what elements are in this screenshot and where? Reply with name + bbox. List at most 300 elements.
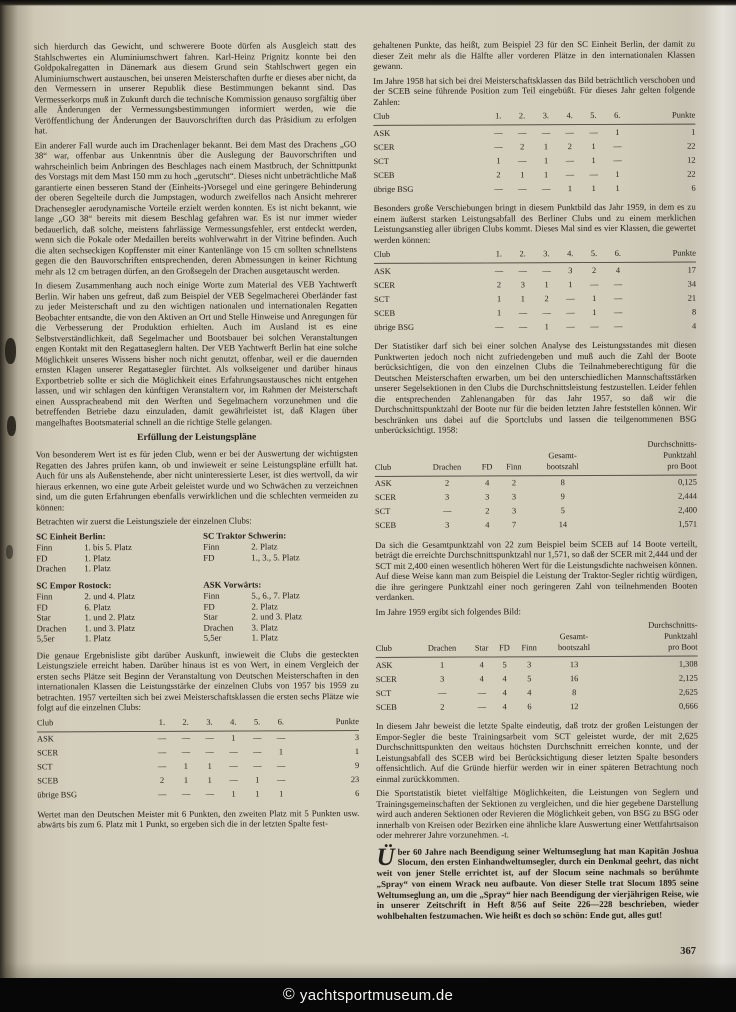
table-cell: SCT: [375, 506, 391, 516]
table-cell: 14: [558, 520, 568, 530]
table-cell: 1: [496, 293, 502, 303]
table-cell: 1: [207, 775, 212, 785]
table-cell: 1: [591, 155, 596, 165]
average-points-paragraphs: [375, 538, 697, 617]
table-cell: 21: [687, 293, 697, 303]
table-cell: —: [252, 747, 262, 757]
table-cell: 3: [445, 520, 450, 530]
table-cell: übrige BSG: [37, 790, 78, 800]
goal-value: 1. und 2. Platz: [84, 612, 136, 623]
table-cell: —: [494, 127, 503, 137]
table-cell: —: [565, 155, 575, 165]
column-header: 2.: [174, 716, 198, 731]
table-cell: —: [542, 307, 551, 317]
boats-table-1958: [375, 438, 697, 532]
goal-value: 2. und 3. Platz: [251, 611, 303, 622]
table-cell: 22: [687, 141, 696, 151]
column-header: Finn: [498, 439, 530, 476]
left-closing-paragraph: [37, 808, 359, 830]
club-goal-row: [37, 622, 192, 633]
table-cell: 0,666: [679, 701, 698, 711]
column-header: Punkte: [630, 248, 696, 263]
table-cell: 6: [691, 183, 696, 193]
table-cell: —: [565, 127, 574, 137]
table-cell: 6: [527, 701, 532, 711]
table-row: [376, 656, 698, 672]
goal-value: 2. Platz: [251, 600, 278, 612]
club-goals-title: SC Einheit Berlin:: [36, 530, 106, 541]
table-cell: 1: [520, 293, 525, 303]
table-cell: 1: [543, 155, 549, 165]
club-goal-row: [203, 590, 358, 601]
goal-value: 1. und 3. Platz: [84, 622, 136, 633]
table-cell: —: [541, 183, 551, 193]
table-row: [373, 124, 695, 140]
table-cell: SCT: [375, 688, 392, 698]
table-header-row: [374, 248, 696, 264]
table-cell: —: [518, 265, 527, 275]
table-cell: 1: [520, 169, 525, 179]
dropcap-initial: Ü: [376, 843, 395, 871]
table-cell: 1: [544, 279, 549, 289]
table-cell: 5: [527, 673, 532, 683]
table-cell: 4: [485, 478, 490, 488]
table-cell: SCER: [37, 748, 59, 758]
club-goal-row: [203, 552, 358, 563]
club-goal-row: [203, 611, 358, 622]
column-header: Drachen: [418, 439, 476, 476]
column-header: 4.: [221, 716, 245, 731]
goal-value: 2. und 4. Platz: [84, 591, 135, 602]
column-header: 5.: [582, 248, 606, 263]
column-header: Club: [37, 716, 150, 731]
table-cell: 1: [544, 321, 549, 331]
club-goals-block: [203, 579, 358, 644]
table-cell: 9: [354, 761, 360, 771]
class-label: FD: [36, 601, 48, 612]
column-header: 1.: [487, 248, 511, 263]
paragraph: Die genaue Ergebnisliste gibt darüber Auskunft, inwieweit die Clubs die gesteckten Leistungsziele erreicht haben. Darüber hinaus ist es von Wert, in einem Vergleich der ersten sechs Plätze seit Beginn der Veranstaltung von Deutschen Meisterschaften in den internationalen Klassen die Leistungsstärke der einzelnen Clubs von 1957 bis 1959 zu betrachten. 1957 verteilten sich bei zwei Meisterschaftsklassen die ersten sechs Plätze wie folgt auf die einzelnen Clubs:: [36, 648, 359, 713]
table-cell: 1: [691, 127, 696, 137]
column-header: Gesamt- bootszahl: [530, 439, 596, 476]
table-cell: 1,308: [678, 659, 698, 669]
table-cell: 1: [592, 293, 597, 303]
club-goal-row: [36, 552, 191, 563]
table-cell: SCER: [374, 492, 396, 502]
right-column: [373, 39, 699, 968]
statistician-paragraph: [374, 340, 696, 436]
column-header: 3.: [534, 110, 558, 125]
table-cell: ASK: [373, 128, 391, 138]
table-cell: 1,571: [678, 519, 698, 529]
class-label: Star: [36, 612, 51, 623]
table-header-row: [375, 438, 697, 476]
table-cell: 2: [567, 141, 572, 151]
table-cell: —: [613, 141, 622, 151]
table-row: [375, 517, 697, 532]
table-row: [37, 787, 359, 802]
table-cell: SCEB: [375, 702, 397, 712]
table-cell: 9: [560, 492, 565, 502]
class-label: Drachen: [36, 563, 67, 574]
table-cell: 3: [527, 659, 532, 669]
table-cell: 2,125: [678, 673, 698, 683]
paragraph: gehaltenen Punkte, das heißt, zum Beispiel 23 für den SC Einheit Berlin, der damit zu dieser Zeit mehr als die Hälfte aller vorderen Plätze in den internationalen Klassen gewann.: [372, 38, 696, 71]
club-goals-block: [36, 530, 191, 574]
club-goals-table: [36, 530, 358, 644]
table-row: [373, 139, 695, 154]
class-label: Finn: [203, 541, 220, 552]
results-paragraph: [37, 649, 359, 713]
table-cell: SCT: [373, 156, 389, 166]
table-cell: 3: [354, 733, 360, 743]
table-cell: —: [613, 293, 623, 303]
goal-value: 3. Platz: [251, 621, 278, 633]
table-cell: 4: [527, 687, 532, 697]
column-header: 2.: [510, 110, 534, 125]
table-cell: —: [590, 321, 599, 331]
table-cell: —: [542, 265, 551, 275]
column-header: Punkte: [629, 110, 695, 125]
binding-mark: [6, 545, 13, 559]
class-label: Finn: [36, 542, 53, 553]
table-cell: —: [157, 733, 167, 743]
table-cell: 1: [615, 127, 620, 137]
table-cell: 3: [444, 492, 450, 502]
table-cell: 1: [183, 775, 189, 785]
club-goal-row: [37, 633, 192, 644]
table-cell: 2: [485, 506, 490, 516]
column-header: 5.: [245, 716, 269, 731]
table-cell: 34: [687, 279, 697, 289]
table-cell: 3: [511, 492, 517, 502]
table-row: [37, 759, 359, 774]
table-cell: —: [566, 321, 575, 331]
table-header-row: [376, 620, 698, 658]
table-cell: —: [205, 789, 215, 799]
table-cell: 3: [520, 279, 525, 289]
table-cell: 2: [511, 478, 517, 488]
page-number: 367: [680, 946, 696, 957]
table-cell: SCER: [374, 280, 396, 290]
table-row: [374, 291, 696, 306]
class-label: FD: [203, 601, 215, 612]
table-cell: —: [566, 307, 575, 317]
column-header: 4.: [558, 248, 582, 263]
table-cell: —: [494, 321, 504, 331]
column-header: 1.: [150, 716, 174, 731]
table-row: [375, 489, 697, 504]
class-label: Finn: [36, 591, 53, 602]
club-goals-title: SC Traktor Schwerin:: [203, 529, 287, 541]
table-cell: 4: [479, 673, 484, 684]
standings-table-1957: [37, 716, 359, 802]
table-cell: 1: [591, 183, 596, 193]
table-cell: 2: [544, 293, 549, 303]
table-row: [37, 773, 359, 788]
table-cell: ASK: [374, 478, 392, 488]
column-header: FD: [494, 620, 514, 657]
table-cell: 1: [496, 155, 501, 165]
table-cell: SCT: [374, 294, 390, 304]
paragraph: Im Jahre 1958 hat sich bei drei Meisterschaftsklassen das Bild beträchtlich verschoben und der SCEB seine führende Position zum Teil eingebüßt. Für dieses Jahr gelten folgende Zahlen:: [373, 74, 696, 107]
table-cell: 3: [440, 674, 445, 684]
section-heading: Erfüllung der Leistungspläne: [137, 432, 257, 444]
column-header: Finn: [514, 620, 543, 657]
table-cell: 2: [520, 141, 525, 151]
table-cell: SCEB: [373, 170, 395, 180]
paragraph: sich hierdurch das Gewicht, und schwerere Boote dürfen als Ausgleich statt des Stahlschwertes ein Aluminiumschwert fahren. Karl-Heinz Prignitz konnte bei den Goldpokalregatten in Dänemark aus diesem Grund sein Stahlschwert gegen ein Aluminiumschwert austauschen, bei unseren Meisterschaften durfte er dieses aber nicht, da den Vermessern in unserer Republik diese Bestimmungen bekannt sind. Das Vermesserkorps muß in Zukunft durch die technische Kommission genauso sorgfältig über alle Änderungen der Vermessungsbestimmungen informiert werden, wie die Veröffentlichung der Änderungen der Bauvorschriften durch das Präsidium zu erfolgen hat.: [33, 40, 357, 136]
table-cell: 6: [355, 789, 360, 799]
goal-value: 1. Platz: [84, 552, 111, 563]
club-goals-block: [203, 530, 358, 574]
table-cell: 3: [568, 265, 573, 275]
club-goal-row: [36, 563, 191, 574]
binding-mark: [7, 416, 16, 436]
goal-value: 1., 3., 5. Platz: [251, 551, 300, 563]
column-header: 6.: [605, 110, 629, 125]
table-cell: —: [181, 789, 191, 799]
class-label: FD: [203, 552, 215, 563]
table-cell: 4: [692, 321, 697, 331]
column-header: 1.: [486, 110, 510, 125]
table-cell: —: [477, 687, 486, 698]
club-goal-row: [36, 591, 191, 602]
table-cell: ASK: [375, 660, 393, 670]
column-header: 3.: [535, 248, 559, 263]
table-cell: 5: [502, 659, 507, 669]
paragraph: Ein anderer Fall wurde auch im Drachenlager bekannt. Bei dem Mast des Drachens „GO 38“ war, offenbar aus Unkenntnis über die Auslegung der Bauvorschriften und wahrscheinlich beim Anbringen des Beschlages nach einem Mastbruch, der Schnittpunkt des Vorstags mit dem Mast 150 mm zu hoch „gerutscht“. Dieses nicht unbeträchtliche Maß garantierte einen besseren Stand der (Einheits-)Vorsegel und eine geringere Behinderung der oberen Segelteile durch die Jumpstagen, wodurch zweifellos nach Ansicht mehrerer Drachensegler aerodynamische Vorteile erzielt werden konnten. Es ist nicht bekannt, wie lange „GO 38“ bereits mit diesem Beschlag gefahren war. Es ist nur immer wieder bedauerlich, daß solche, meistens fahrlässige Vermessungsfehler, erst entdeckt werden, wenn sich die Pokale oder Medaillen bereits wohlverwahrt in der Vitrine befinden. Auch die alten sechseckigen Kopffenster mit einer Kantenlänge von 15 cm sollten schnellstens gegen die den Bauvorschriften entsprechenden, deren Abmessungen in keiner Richtung mehr als 12 cm betragen dürfen, an den Großsegeln der Drachen ausgetauscht werden.: [34, 138, 357, 276]
table-cell: 1: [354, 747, 360, 757]
table-cell: 1: [543, 169, 549, 179]
table-cell: 1: [543, 141, 549, 151]
class-label: Drachen: [203, 622, 234, 633]
table-cell: 2: [444, 478, 450, 488]
table-cell: 1: [591, 141, 596, 151]
table-cell: 16: [569, 673, 579, 683]
table-row: [37, 745, 359, 760]
table-row: [376, 685, 698, 700]
club-goals-block: [36, 579, 191, 644]
table-cell: —: [518, 155, 527, 165]
table-cell: —: [181, 733, 190, 743]
paragraph: Im Jahre 1959 ergibt sich folgendes Bild:: [375, 605, 521, 617]
paragraph: Wertet man den Deutschen Meister mit 6 Punkten, den zweiten Platz mit 5 Punkten usw. abwärts bis zum 6. Platz mit 1 Punkt, so ergeben sich die in der letzten Spalte fest-: [37, 807, 360, 830]
table-row: [374, 181, 696, 196]
column-header: 2.: [511, 248, 535, 263]
table-cell: —: [253, 761, 262, 771]
club-goal-row: [203, 601, 358, 612]
column-header: 3.: [198, 716, 222, 731]
table-row: [373, 153, 695, 168]
paragraph: Die Sportstatistik bietet vielfältige Möglichkeiten, die Leistungen von Seglern und Trainingsgemeinschaften der Sektionen zu vergleichen, und die hier gegebene Darstellung wird auch anderen Sektionen oder Revieren die Möglichkeit geben, von BSG zu BSG oder innerhalb von Kreisen oder Bezirken eine ähnliche klare Auswertung einer Wettfahrtsaison oder mehrerer Jahre vorzunehmen. -t.: [376, 786, 699, 840]
goal-value: 1. bis 5. Platz: [84, 542, 132, 553]
goal-value: 1. Platz: [251, 632, 278, 643]
column-header: Club: [373, 110, 486, 125]
table-cell: 2,625: [678, 687, 698, 697]
conclusion-paragraphs: [376, 720, 699, 841]
table-cell: 4: [479, 659, 484, 670]
table-cell: —: [518, 321, 528, 331]
table-row: [376, 671, 698, 686]
class-label: 5,5er: [36, 633, 55, 644]
table-cell: 2: [160, 775, 165, 785]
table-cell: 1: [207, 761, 212, 771]
table-cell: 8: [560, 478, 565, 488]
paragraph: Betrachten wir zuerst die Leistungsziele der einzelnen Clubs:: [36, 515, 252, 527]
table-cell: 2: [496, 279, 502, 289]
table-cell: —: [613, 155, 622, 165]
column-header: Durchschnitts- Punktzahl pro Boot: [595, 438, 696, 475]
club-goal-row: [204, 622, 359, 633]
table-cell: 1: [615, 183, 620, 193]
table-header-row: [373, 110, 695, 126]
table-cell: 1: [439, 660, 445, 670]
table-row: [374, 277, 696, 292]
table-cell: 4: [502, 701, 507, 711]
class-label: FD: [36, 552, 48, 563]
paragraph: Da sich die Gesamtpunktzahl von 22 zum Beispiel beim SCEB auf 14 Boote verteilt, beträgt die erreichte Durchschnittspunktzahl nur 1,571, so daß der SCER mit 2,444 und der SCT mit 2,400 einen wesentlich höheren Wert für die Leistungsdichte nachweisen können. Auf diese Weise kann man zum Beispiel die Leistung der Traktor-Segler richtig würdigen, die ihre geringere Punktzahl einer noch geringeren Zahl von teilnehmenden Booten verdanken.: [375, 538, 698, 602]
table-cell: 2: [496, 169, 501, 179]
table-cell: 1: [183, 761, 188, 771]
table-cell: —: [157, 761, 167, 771]
slocum-text: ber 60 Jahre nach Beendigung seiner Weltumseglung hat man Kapitän Joshua Slocum, den ersten Einhandweltumsegler, durch ein Denkmal geehrt, das nicht weit von jener Stelle errichtet ist, auf der Slocum seine nachmals so berühmte „Spray“ von einem Wrack neu aufbaute. Von dieser Stelle trat Slocum 1895 seine Weltumseglung an, um die „Spray“ hier nach Beendigung der vierjährigen Reise, wie in unserer Zeitschrift in Heft 8/56 auf Seite 226—228 beschrieben, wieder wohlbehalten festzumachen. Wie heißt es doch so schön: Ende gut, alles gut!: [376, 845, 699, 922]
table-cell: SCEB: [374, 308, 396, 318]
table-cell: —: [613, 279, 623, 289]
column-header: Punkte: [293, 716, 359, 731]
paragraph: Besonders große Verschiebungen bringt in diesem Punktbild das Jahr 1959, in dem es zu einem äußerst starken Leistungsabfall des Berliner Clubs und zu einem merklichen Leistungsanstieg aller übrigen Clubs kommt. Dieses Mal sind es vier Klassen, die gewertet werden können:: [373, 201, 696, 245]
shift-paragraph: [374, 202, 696, 245]
table-cell: —: [589, 169, 598, 179]
table-cell: 8: [691, 307, 697, 317]
table-cell: ASK: [373, 266, 391, 276]
table-cell: —: [494, 183, 503, 193]
table-row: [374, 305, 696, 320]
table-cell: —: [565, 169, 575, 179]
column-header: Drachen: [415, 621, 469, 658]
class-label: 5,5er: [203, 632, 222, 643]
table-cell: —: [276, 761, 286, 771]
column-header: 6.: [606, 248, 630, 263]
table-cell: SCER: [373, 142, 395, 152]
points-intro-paragraphs: [373, 39, 695, 107]
goal-value: 6. Platz: [84, 601, 111, 612]
table-cell: —: [205, 747, 214, 757]
table-cell: 22: [687, 169, 696, 179]
table-cell: —: [229, 747, 238, 757]
club-goal-row: [36, 612, 191, 623]
table-cell: SCEB: [375, 520, 397, 530]
table-row: [375, 475, 697, 491]
table-cell: 1: [496, 307, 502, 317]
table-cell: 1: [279, 789, 284, 799]
table-row: [374, 262, 696, 278]
table-cell: 1: [231, 733, 236, 743]
table-cell: —: [157, 747, 167, 757]
column-header: Club: [376, 621, 416, 658]
club-goal-row: [36, 601, 191, 612]
column-header: 4.: [558, 110, 582, 125]
table-cell: 12: [570, 701, 579, 711]
goal-value: 1. Platz: [84, 563, 111, 574]
table-cell: 2: [591, 265, 597, 275]
table-row: [374, 167, 696, 182]
table-row: [37, 730, 359, 746]
class-label: Drachen: [36, 622, 67, 633]
paragraph: In diesem Jahr beweist die letzte Spalte eindeutig, daß trotz der großen Leistungen der Empor-Segler die beste Trainingsarbeit vom SCT geleistet wurde, der mit 2,625 Durchschnittspunkten den weitaus höchsten Durchschnitt erreichen konnte, und der Leistungsabfall des SCEB wird bei Berücksichtigung dieser letzten Spalte besonders offensichtlich. Auf die Gründe hierfür werden wir in einer späteren Betrachtung noch einmal zurückkommen.: [375, 719, 699, 784]
club-goal-row: [36, 542, 191, 553]
table-cell: 7: [512, 520, 517, 530]
performance-plan-paragraphs: [36, 448, 358, 527]
table-cell: 8: [572, 687, 577, 697]
paragraph: Von besonderem Wert ist es für jeden Club, wenn er bei der Auswertung der wichtigsten Regatten des Jahres prüfen kann, ob und inwieweit er seine Leistungspläne erfüllt hat. Auch für uns als Außenstehende, aber nicht uninteressierte Leser, ist dies wertvoll, da wir hieraus erkennen, wo eine gute Arbeit geleistet wurde und wo Schwächen zu verzeichnen sind, um die guten Erfahrungen ebenfalls verwirklichen und die schlechten vermeiden zu können:: [35, 448, 358, 512]
column-header: Club: [375, 439, 418, 476]
table-cell: 1: [231, 789, 236, 799]
table-cell: —: [494, 141, 503, 151]
page-content: [34, 39, 700, 970]
table-cell: —: [157, 789, 167, 799]
table-cell: 4: [615, 265, 621, 275]
column-header: FD: [476, 439, 498, 476]
table-cell: —: [494, 265, 504, 275]
left-column: [34, 40, 360, 969]
table-cell: 3: [511, 506, 517, 516]
table-cell: 0,125: [678, 477, 697, 487]
table-cell: —: [442, 506, 452, 516]
paragraph: Der Statistiker darf sich bei einer solchen Analyse des Leistungsstandes mit diesen Punktwerten jedoch noch nicht zufriedengeben und muß auch die Zahl der Boote berücksichtigen, die von den einzelnen Clubs die Teilnahmeberechtigung für die Deutschen Meisterschaften erwarben, um bei den unterschiedlichen Mannschaftsstärken unserer Segelsektionen in den Clubs die Durchschnittsleistung festzustellen. Leider fehlen die entsprechenden Zahlenangaben für das Jahr 1957, so daß wir die Durchschnittspunktzahl der Boote nur für die beiden letzten Jahre feststellen können. Wir beschränken uns dabei auf die Sportclubs und lassen die teilgenommenen BSG unberücksichtigt. 1958:: [374, 339, 697, 435]
goal-value: 5., 6., 7. Platz: [251, 590, 300, 601]
table-cell: 17: [687, 265, 696, 275]
table-cell: übrige BSG: [374, 322, 415, 332]
table-row: [376, 699, 698, 714]
table-cell: —: [566, 293, 575, 303]
table-cell: 1: [567, 183, 573, 193]
column-header: Club: [374, 248, 487, 263]
table-cell: 3: [485, 492, 490, 502]
copyright-icon: ©: [282, 986, 295, 1003]
table-cell: —: [276, 733, 286, 743]
table-cell: 1: [255, 775, 260, 785]
table-cell: —: [518, 307, 528, 317]
class-label: Finn: [203, 590, 220, 601]
table-cell: —: [438, 688, 447, 698]
standings-table-1958: [373, 110, 695, 196]
club-goal-row: [204, 632, 359, 643]
table-cell: 1: [615, 169, 620, 179]
table-cell: übrige BSG: [373, 184, 414, 194]
table-cell: SCT: [37, 762, 53, 772]
standings-table-1959: [374, 248, 696, 334]
table-cell: 23: [350, 775, 360, 785]
watermark-text: yachtsportmuseum.de: [299, 986, 454, 1004]
table-cell: —: [541, 127, 551, 137]
table-cell: 1: [255, 789, 260, 799]
table-cell: 4: [502, 687, 507, 697]
intro-paragraphs: [34, 40, 358, 427]
column-header: 5.: [582, 110, 606, 125]
table-cell: 1: [592, 307, 597, 317]
class-label: Star: [203, 611, 218, 622]
table-cell: —: [229, 761, 238, 771]
column-header: Star: [469, 620, 495, 657]
table-cell: —: [181, 747, 191, 757]
boats-table-1959: [376, 620, 698, 714]
table-cell: 13: [569, 659, 579, 669]
watermark-bar: [0, 978, 736, 1012]
table-row: [375, 503, 697, 518]
table-cell: 1: [278, 747, 284, 757]
goal-value: 1. Platz: [84, 633, 111, 644]
